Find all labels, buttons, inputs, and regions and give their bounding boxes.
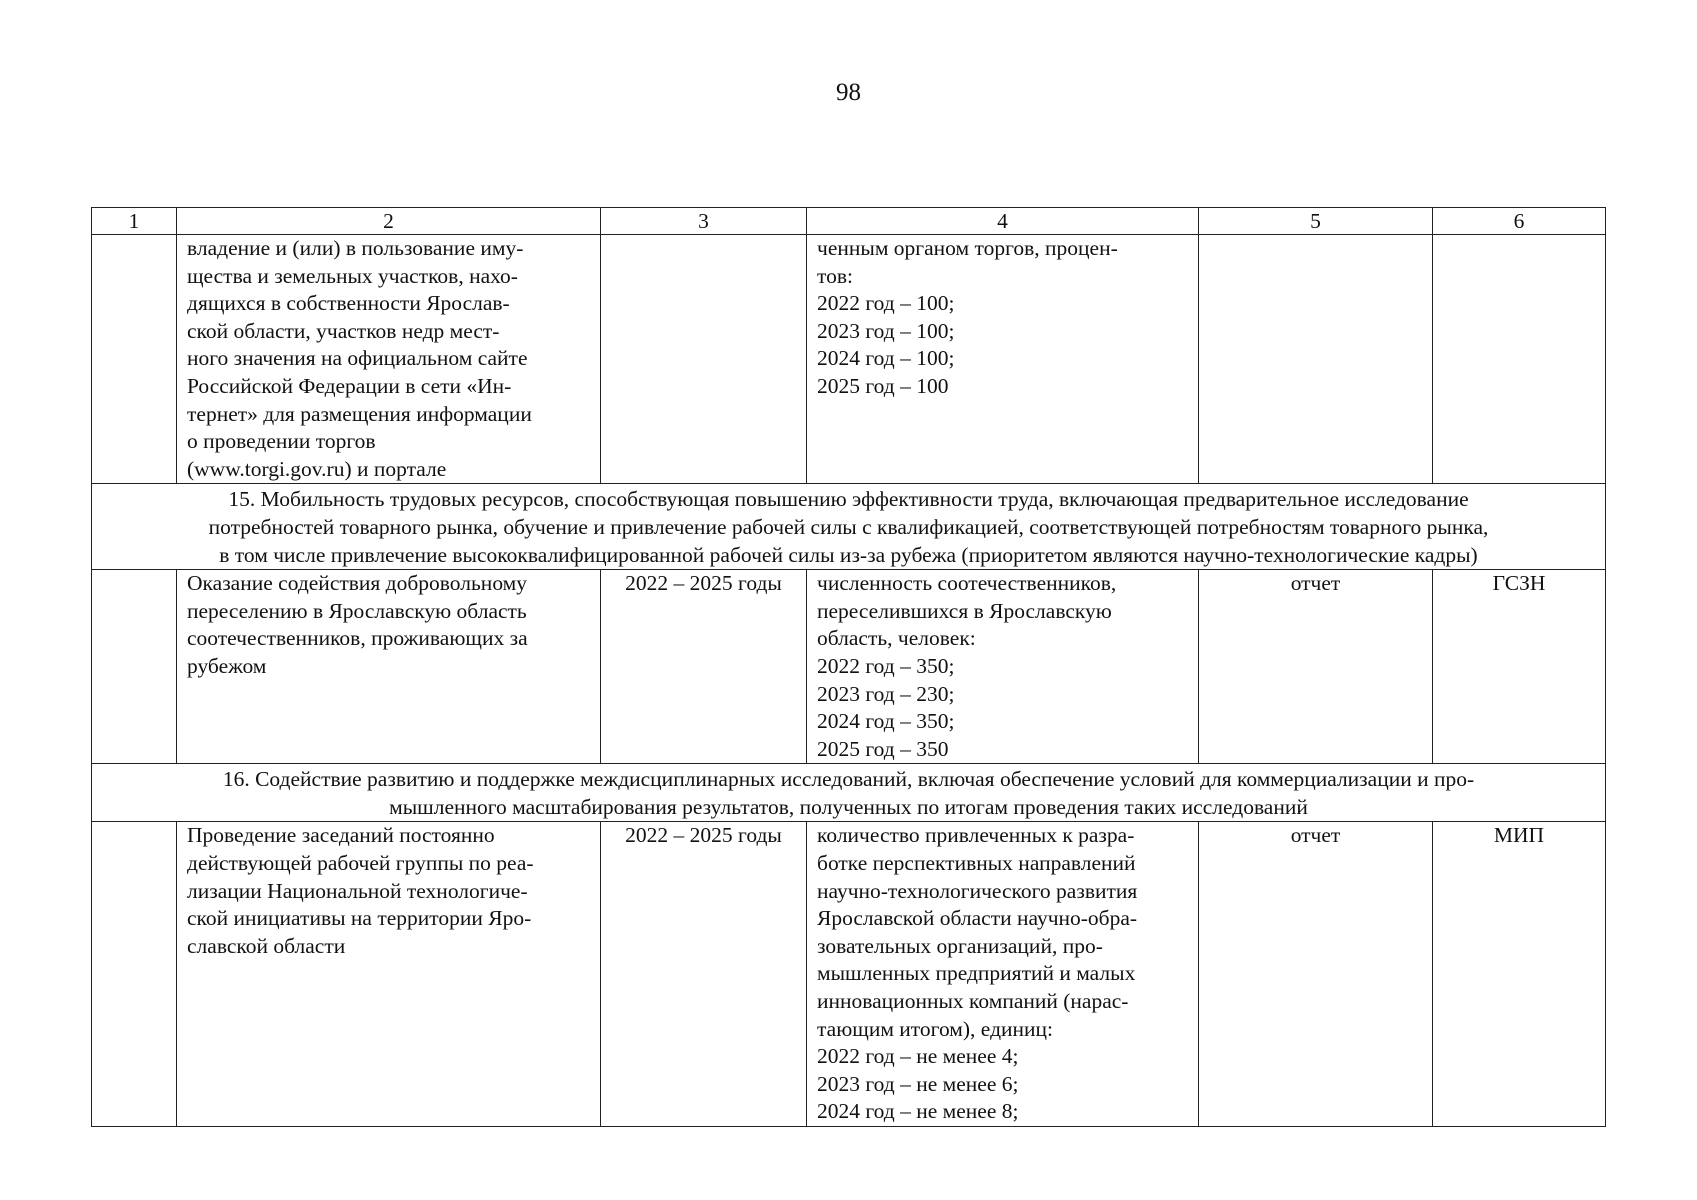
column-number-row [92, 208, 1606, 235]
responsible-cell: ГСЗН [1433, 570, 1606, 764]
indicator-cell: численность соотечественников, переселившихся в Ярославскую область, человек: 2022 год – 350; 2023 год – 230; 2024 год – 350; 2025 год – 350 [807, 570, 1199, 764]
measure-description-cell: Оказание содействия добровольному переселению в Ярославскую область соотечественников, проживающих за рубежом [177, 570, 601, 764]
term-cell [601, 235, 807, 484]
term-cell: 2022 – 2025 годы [601, 822, 807, 1127]
row-number-cell [92, 235, 177, 484]
measure-description-cell: Проведение заседаний постоянно действующей рабочей группы по реа- лизации Национальной технологиче- ской инициативы на территории Яро- славской области [177, 822, 601, 1127]
row-number-cell [92, 822, 177, 1127]
term-cell: 2022 – 2025 годы [601, 570, 807, 764]
measures-table [91, 207, 1606, 1127]
measure-description-cell: владение и (или) в пользование иму- щества и земельных участков, нахо- дящихся в собственности Ярослав- ской области, участков недр мест- ного значения на официальном сайте Российской Федерации в сети «Ин- тернет» для размещения информации о проведении торгов (www.torgi.gov.ru) и портале [177, 235, 601, 484]
result-cell [1199, 235, 1433, 484]
section-heading-row [92, 764, 1606, 822]
column-number-2: 2 [177, 208, 601, 235]
responsible-cell: МИП [1433, 822, 1606, 1127]
section-heading-16: 16. Содействие развитию и поддержке междисциплинарных исследований, включая обеспечение условий для коммерциализации и про- мышленного масштабирования результатов, полученных по итогам проведения таких исследований [92, 764, 1606, 822]
table-row [92, 822, 1606, 1127]
row-number-cell [92, 570, 177, 764]
column-number-3: 3 [601, 208, 807, 235]
column-number-4: 4 [807, 208, 1199, 235]
result-cell: отчет [1199, 570, 1433, 764]
responsible-cell [1433, 235, 1606, 484]
result-cell: отчет [1199, 822, 1433, 1127]
section-heading-row [92, 484, 1606, 570]
table-row [92, 235, 1606, 484]
column-number-5: 5 [1199, 208, 1433, 235]
page-number: 98 [836, 79, 861, 106]
indicator-cell: количество привлеченных к разра- ботке перспективных направлений научно-технологического развития Ярославской области научно-обра- зовательных организаций, про- мышленных предприятий и малых инновационных компаний (нарас- тающим итогом), единиц: 2022 год – не менее 4; 2023 год – не менее 6; 2024 год – не менее 8; [807, 822, 1199, 1127]
section-heading-15: 15. Мобильность трудовых ресурсов, способствующая повышению эффективности труда, включающая предварительное исследование потребностей товарного рынка, обучение и привлечение рабочей силы с квалификацией, соответствующей потребностям товарного рынка, в том числе привлечение высококвалифицированной рабочей силы из-за рубежа (приоритетом являются научно-технологические кадры) [92, 484, 1606, 570]
indicator-cell: ченным органом торгов, процен- тов: 2022 год – 100; 2023 год – 100; 2024 год – 100; 2025 год – 100 [807, 235, 1199, 484]
table-row [92, 570, 1606, 764]
column-number-6: 6 [1433, 208, 1606, 235]
column-number-1: 1 [92, 208, 177, 235]
